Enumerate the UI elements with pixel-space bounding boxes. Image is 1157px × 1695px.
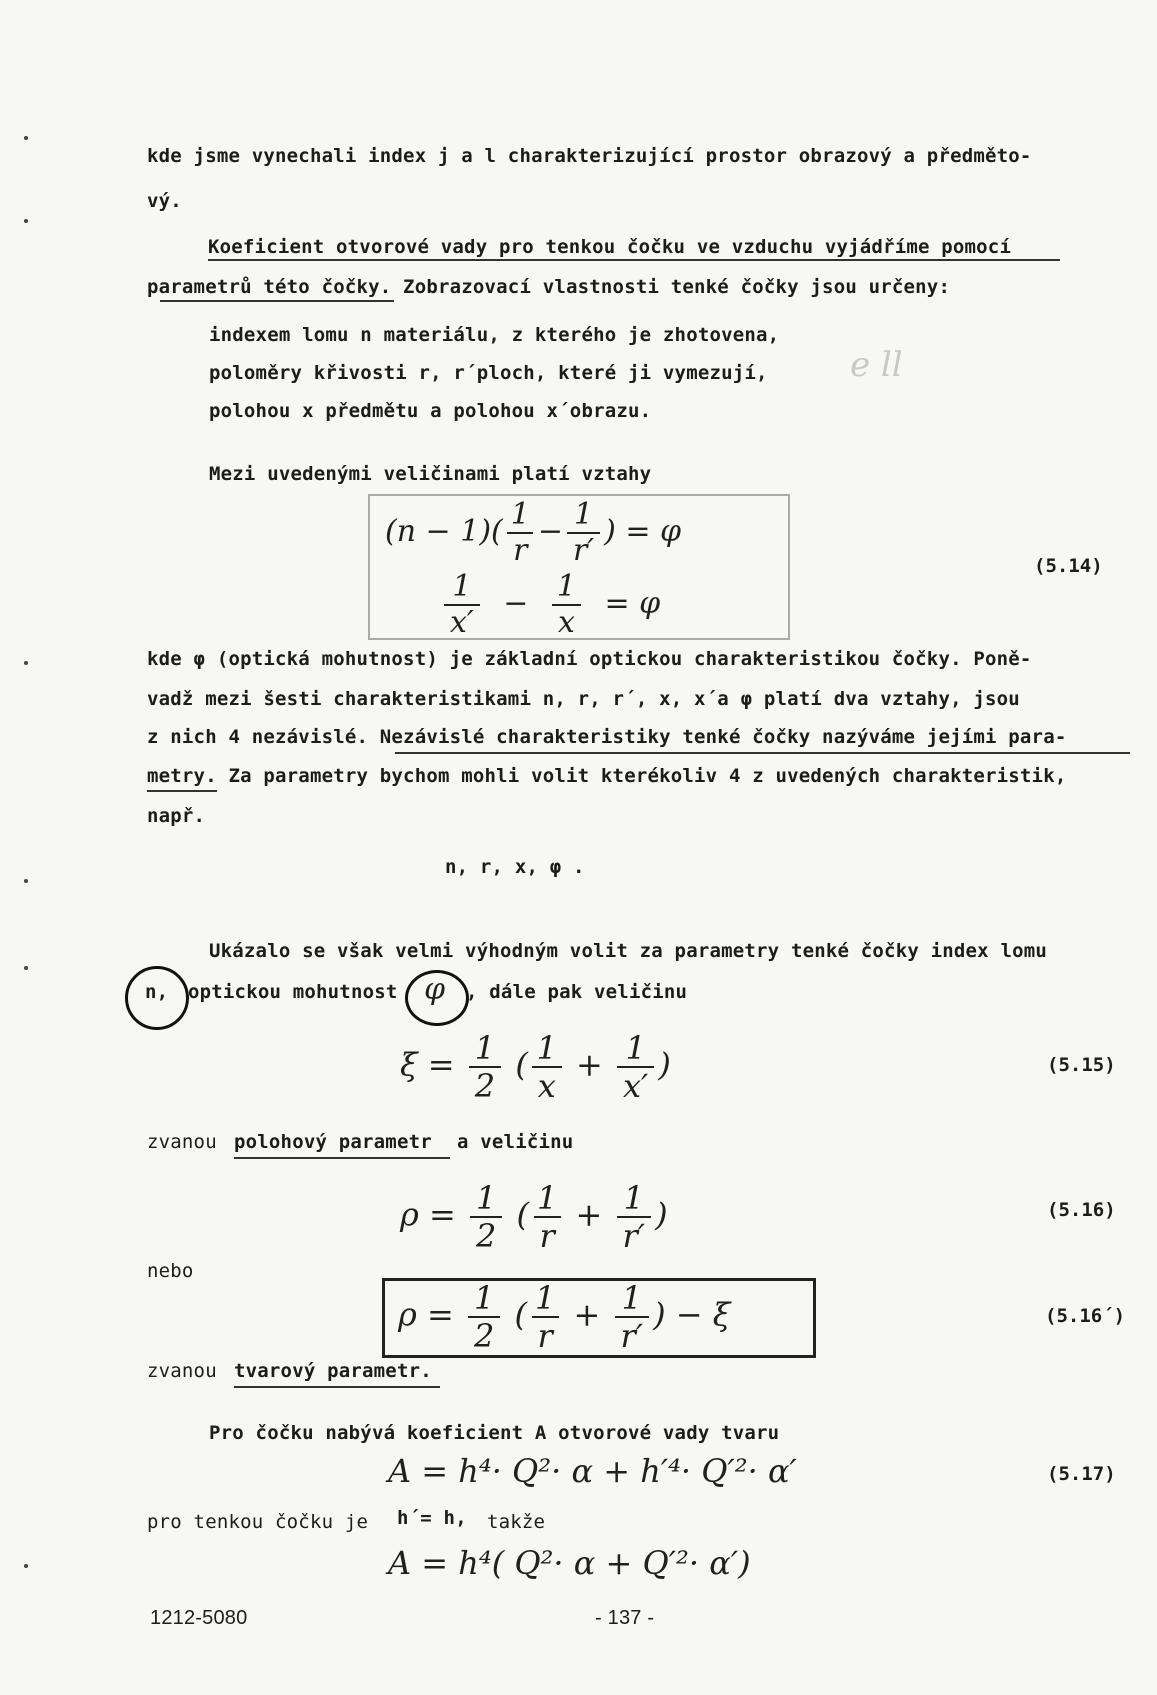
text-line: polohou x předmětu a polohou x´obrazu.: [209, 400, 652, 422]
text-line: , dále pak veličinu: [466, 981, 688, 1003]
text-line: takže: [487, 1511, 546, 1533]
equation-number: (5.15): [1047, 1054, 1116, 1076]
underline: [395, 752, 1130, 754]
margin-speck: [24, 966, 28, 970]
underline: [208, 259, 1060, 261]
text-line: vý.: [147, 190, 182, 212]
margin-speck: [24, 219, 28, 223]
text-line: např.: [147, 805, 206, 827]
text-line: vadž mezi šesti charakteristikami n, r, r´, x, x´a φ platí dva vztahy, jsou: [147, 688, 1020, 710]
equation-5-17: A = h⁴· Q²· α + h′⁴· Q′²· α′: [388, 1452, 797, 1490]
equation-5-16-prime: ρ = $\frac{1}{2}$ ( $\frac{1}{r}$ + $\frac{1}{r'}$ ) − ξ: [398, 1279, 731, 1355]
margin-speck: [24, 136, 28, 140]
text-line: poloměry křivosti r, r´ploch, které ji vymezují,: [209, 362, 768, 384]
equation-number: (5.16): [1047, 1199, 1116, 1221]
equation-number: (5.16´): [1045, 1305, 1126, 1327]
equation-5-16: ρ = $\frac{1}{2}$ ( $\frac{1}{r}$ + $\frac{1}{r'}$ ): [400, 1179, 668, 1255]
text-line: optickou mohutnost: [188, 981, 398, 1003]
text-line: kde jsme vynechali index j a l charakterizující prostor obrazový a předměto-: [147, 145, 1032, 167]
margin-speck: [24, 661, 28, 665]
equation-5-17b: A = h⁴( Q²· α + Q′²· α′): [388, 1544, 751, 1582]
underline: [147, 790, 217, 792]
text-line: Koeficient otvorové vady pro tenkou čočku ve vzduchu vyjádříme pomocí: [208, 236, 1012, 258]
page-number: - 137 -: [595, 1607, 655, 1629]
text-line: zvanou: [147, 1131, 217, 1153]
text-line: pro tenkou čočku je: [147, 1511, 369, 1533]
underline: [234, 1386, 440, 1388]
pencil-mark: e ll: [850, 345, 903, 385]
text-line: kde φ (optická mohutnost) je základní optickou charakteristikou čočky. Poně-: [147, 648, 1032, 670]
text-line: nebo: [147, 1260, 194, 1282]
text-line: Ukázalo se však velmi výhodným volit za parametry tenké čočky index lomu: [209, 940, 1048, 962]
margin-speck: [24, 1564, 28, 1568]
text-line: zvanou: [147, 1360, 217, 1382]
margin-speck: [24, 879, 28, 883]
text-line: a veličinu: [457, 1131, 574, 1153]
text-line: n, r, x, φ .: [445, 856, 585, 878]
underline: [234, 1157, 450, 1159]
text-line: z nich 4 nezávislé. Nezávislé charakteristiky tenké čočky nazýváme jejími para-: [147, 726, 1067, 748]
text-line: parametrů této čočky. Zobrazovací vlastnosti tenké čočky jsou určeny:: [147, 276, 951, 298]
text-line: tvarový parametr.: [234, 1360, 432, 1382]
equation-number: (5.17): [1047, 1463, 1116, 1485]
equation-number: (5.14): [1034, 555, 1103, 577]
text-line: Mezi uvedenými veličinami platí vztahy: [209, 463, 652, 485]
text-line: Pro čočku nabývá koeficient A otvorové vady tvaru: [209, 1422, 780, 1444]
text-line: metry. Za parametry bychom mohli volit kterékoliv 4 z uvedených charakteristik,: [147, 765, 1067, 787]
equation-5-15: ξ = $\frac{1}{2}$ ( $\frac{1}{x}$ + $\frac{1}{x'}$ ): [400, 1029, 671, 1105]
phi-symbol: φ: [424, 972, 446, 1007]
underline: [160, 300, 394, 302]
text-line: indexem lomu n materiálu, z kterého je zhotovena,: [209, 324, 780, 346]
equation-5-14-line1: (n − 1)( $\frac{1}{r}$ − $\frac{1}{r'}$ ) = φ: [385, 497, 682, 568]
text-line: n,: [145, 981, 169, 1003]
footer-code: 1212-5080: [150, 1607, 248, 1629]
text-line: polohový parametr: [234, 1131, 432, 1153]
text-line: h´= h,: [397, 1507, 467, 1529]
equation-5-14-line2: $\frac{1}{x'}$ − $\frac{1}{x}$ = φ: [440, 572, 660, 638]
